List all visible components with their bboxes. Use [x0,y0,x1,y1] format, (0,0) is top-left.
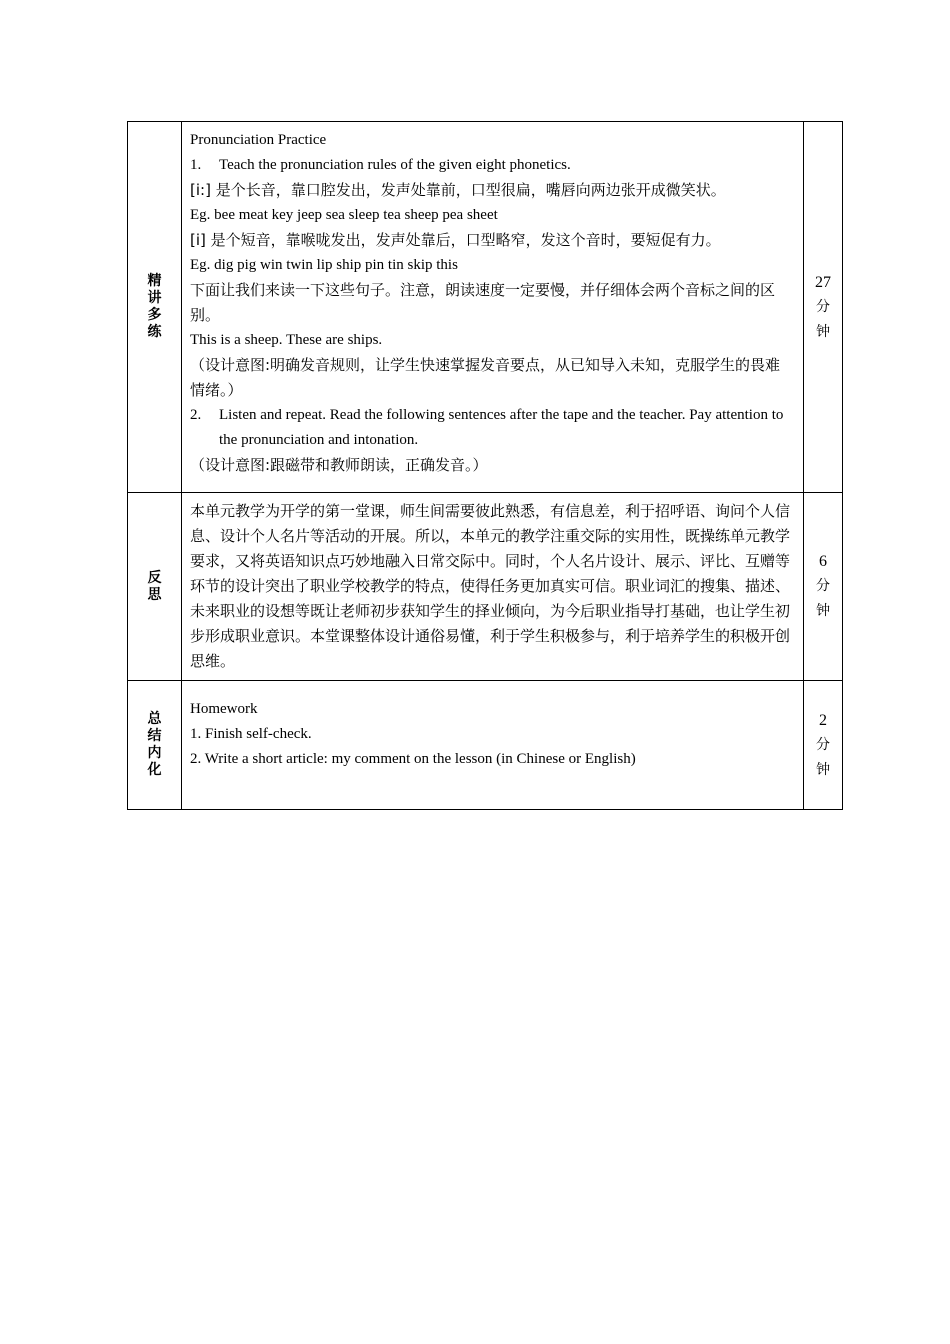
duration: 2 分 钟 [816,711,830,778]
time-cell [804,122,843,493]
duration: 27 分 钟 [815,273,831,340]
content-line: Eg. dig pig win twin lip ship pin tin skip this [190,257,458,273]
duration: 6 分 钟 [816,553,830,619]
content-line: 1. Finish self-check. [190,726,312,742]
lesson-plan-table [127,121,843,810]
section-heading: Pronunciation Practice [190,132,327,148]
row-label-cell [128,493,182,681]
content-line: This is a sheep. These are ships. [190,332,383,348]
content-line: [i] 是个短音，靠喉咙发出，发声处靠后，口型略窄，发这个音时，要短促有力。 [190,231,721,249]
row-label-cell [128,122,182,493]
design-note: （设计意图:明确发音规则，让学生快速掌握发音要点，从已知导入未知，克服学生的畏难情绪。） [190,356,781,399]
row-content-cell [182,681,804,810]
section-heading: Homework [190,701,258,717]
row-label: 精 讲 多 练 [147,273,162,340]
row-content-cell [182,122,804,493]
table-row-reflection [128,493,843,681]
time-cell [804,681,843,810]
row-content-cell [182,493,804,681]
table-row-summary [128,681,843,810]
content-line: Eg. bee meat key jeep sea sleep tea sheep pea sheet [190,207,498,223]
content-line: 下面让我们来读一下这些句子。注意，朗读速度一定要慢，并仔细体会两个音标之间的区别。 [190,281,776,324]
content-line: [i:] 是个长音，靠口腔发出，发声处靠前，口型很扁，嘴唇向两边张开成微笑状。 [190,181,726,199]
numbered-item: 1. Teach the pronunciation rules of the given eight phonetics. [190,157,571,173]
table-row-practice [128,122,843,493]
row-label: 总 结 内 化 [147,711,162,778]
content-line: 2. Write a short article: my comment on the lesson (in Chinese or English) [190,751,636,767]
time-cell [804,493,843,681]
reflection-paragraph: 本单元教学为开学的第一堂课，师生间需要彼此熟悉，有信息差，利于招呼语、询问个人信息、设计个人名片等活动的开展。所以，本单元的教学注重交际的实用性，既操练单元教学要求，又将英语知识点巧妙地融入日常交际中。同时，个人名片设计、展示、评比、互赠等环节的设计突出了职业学校教学的特点，使得任务更加真实可信。职业词汇的搜集、描述、未来职业的设想等既让老师初步获知学生的择业倾向，为今后职业指导打基础，也让学生初步形成职业意识。本堂课整体设计通俗易懂，利于学生积极参与，利于培养学生的积极开创思维。 [190,502,791,670]
design-note: （设计意图:跟磁带和教师朗读，正确发音。） [190,456,488,474]
row-label: 反 思 [147,569,162,603]
numbered-item: 2. Listen and repeat. Read the following sentences after the tape and the teacher. Pay attention to the pronunciation and intonation. [190,407,784,448]
row-label-cell [128,681,182,810]
